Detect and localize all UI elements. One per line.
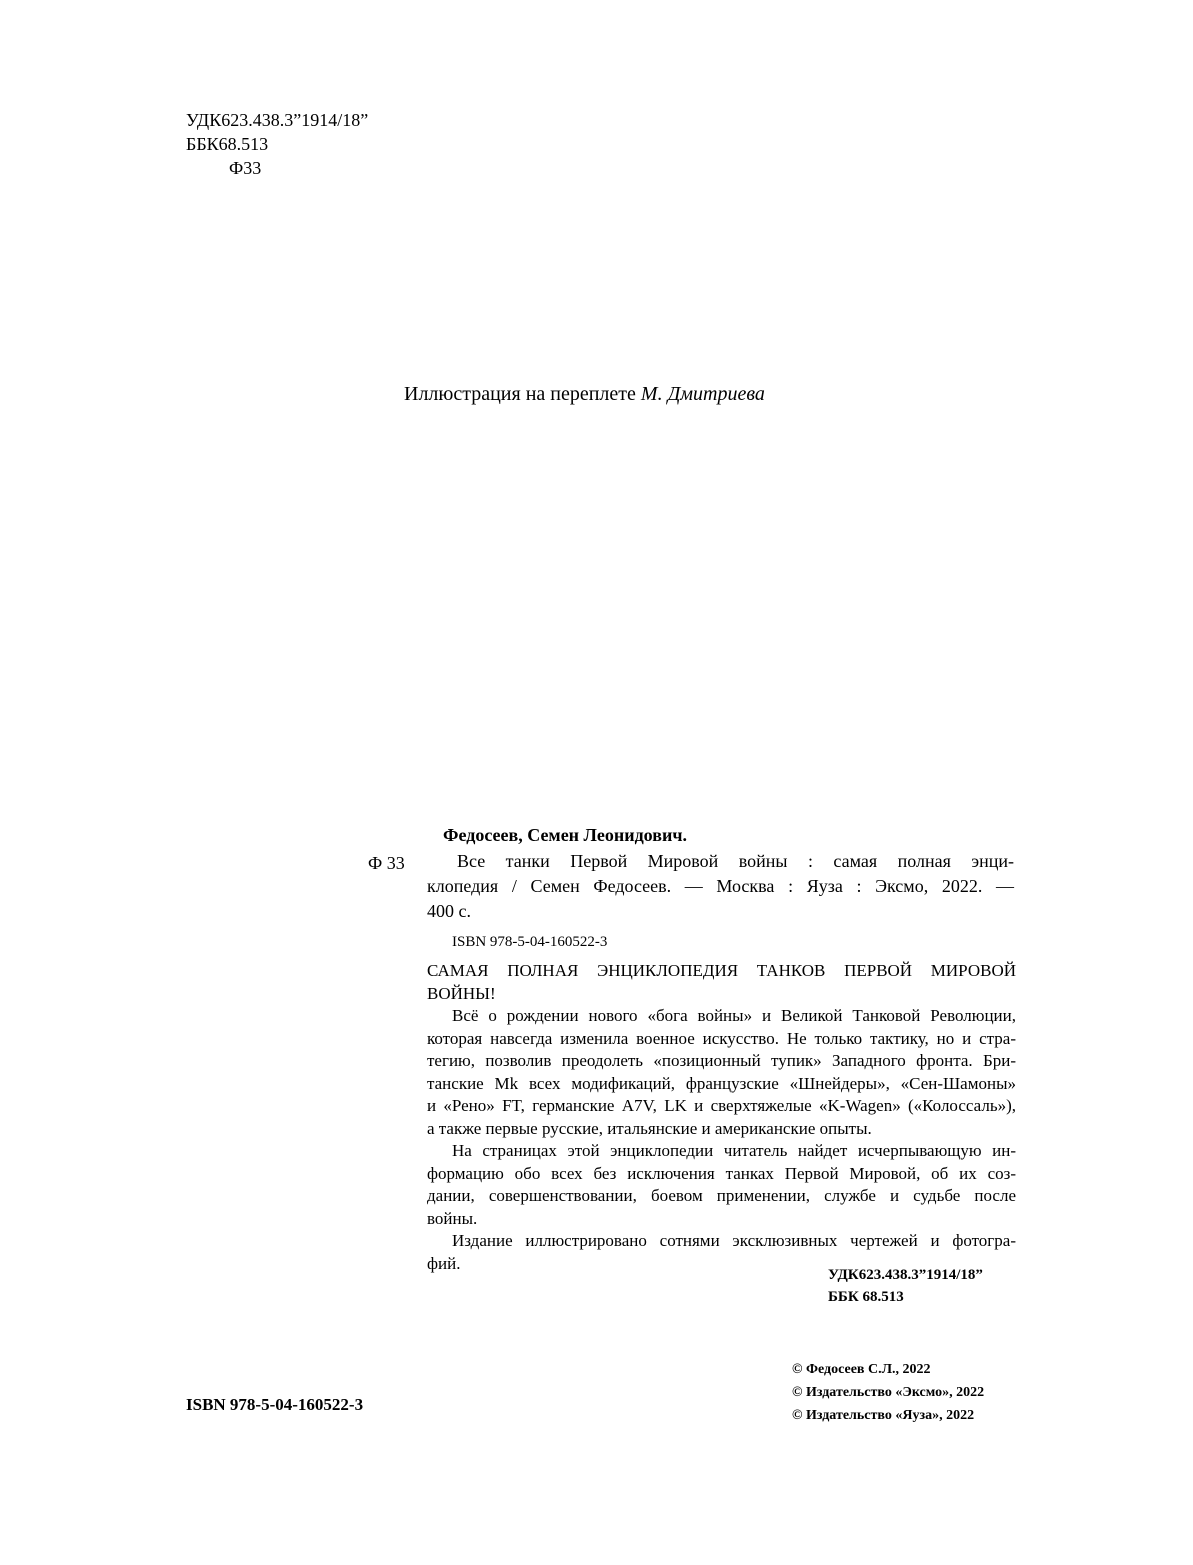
illustration-credit bbox=[404, 382, 765, 406]
catalog-isbn: ISBN 978-5-04-160522-3 bbox=[452, 934, 608, 950]
author-mark: Ф33 bbox=[229, 158, 262, 178]
bib-line: 400 с. bbox=[427, 901, 471, 921]
annotation-line: ВОЙНЫ! bbox=[427, 983, 496, 1003]
annotation-line: тегию, позволив преодолеть «позиционный тупик» Западного фронта. Бри- bbox=[427, 1051, 1016, 1070]
annotation-line: Издание иллюстрировано сотнями эксклюзивных чертежей и фотогра- bbox=[452, 1231, 1016, 1250]
bbk-code: ББК68.513 bbox=[186, 134, 269, 154]
bibliographic-description bbox=[427, 849, 1014, 924]
bbk-code: ББК 68.513 bbox=[828, 1289, 904, 1305]
catalog-code: Ф 33 bbox=[368, 853, 405, 873]
annotation-line: а также первые русские, итальянские и американские опыты. bbox=[427, 1118, 872, 1138]
isbn-main: ISBN 978-5-04-160522-3 bbox=[186, 1395, 364, 1414]
illustration-artist: М. Дмитриева bbox=[640, 383, 765, 405]
classification-codes-top bbox=[186, 108, 368, 180]
bib-line: клопедия / Семен Федосеев. — Москва : Яуза : Эксмо, 2022. — bbox=[427, 876, 1014, 896]
annotation-line: фий. bbox=[427, 1253, 461, 1273]
annotation bbox=[427, 960, 1016, 1275]
udk-code: УДК623.438.3”1914/18” bbox=[828, 1267, 983, 1283]
copyright-line: © Издательство «Эксмо», 2022 bbox=[792, 1385, 985, 1400]
annotation-line: танские Mk всех модификаций, французские «Шнейдеры», «Сен-Шамоны» bbox=[427, 1073, 1016, 1093]
annotation-line: формацию обо всех без исключения танках Первой Мировой, об их соз- bbox=[427, 1163, 1016, 1183]
udk-code: УДК623.438.3”1914/18” bbox=[186, 110, 369, 130]
annotation-line: Всё о рождении нового «бога войны» и Великой Танковой Революции, bbox=[452, 1006, 1016, 1025]
annotation-line: На страницах этой энциклопедии читатель найдет исчерпывающую ин- bbox=[452, 1141, 1016, 1160]
catalog-author: Федосеев, Семен Леонидович. bbox=[443, 825, 687, 845]
illustration-label: Иллюстрация на переплете bbox=[404, 383, 636, 405]
annotation-line: войны. bbox=[427, 1208, 478, 1228]
copyright-block bbox=[792, 1358, 984, 1427]
bib-line: Все танки Первой Мировой войны : самая полная энци- bbox=[457, 851, 1014, 871]
annotation-line: САМАЯ ПОЛНАЯ ЭНЦИКЛОПЕДИЯ ТАНКОВ ПЕРВОЙ МИРОВОЙ bbox=[427, 961, 1016, 980]
copyright-line: © Издательство «Яуза», 2022 bbox=[792, 1408, 975, 1423]
annotation-line: дании, совершенствовании, боевом применении, службе и судьбе после bbox=[427, 1186, 1016, 1205]
classification-codes-bottom bbox=[828, 1264, 983, 1308]
annotation-line: которая навсегда изменила военное искусство. Не только тактику, но и стра- bbox=[427, 1028, 1016, 1048]
annotation-line: и «Рено» FT, германские A7V, LK и сверхтяжелые «K-Wagen» («Колоссаль»), bbox=[427, 1096, 1016, 1115]
copyright-line: © Федосеев С.Л., 2022 bbox=[792, 1362, 931, 1377]
